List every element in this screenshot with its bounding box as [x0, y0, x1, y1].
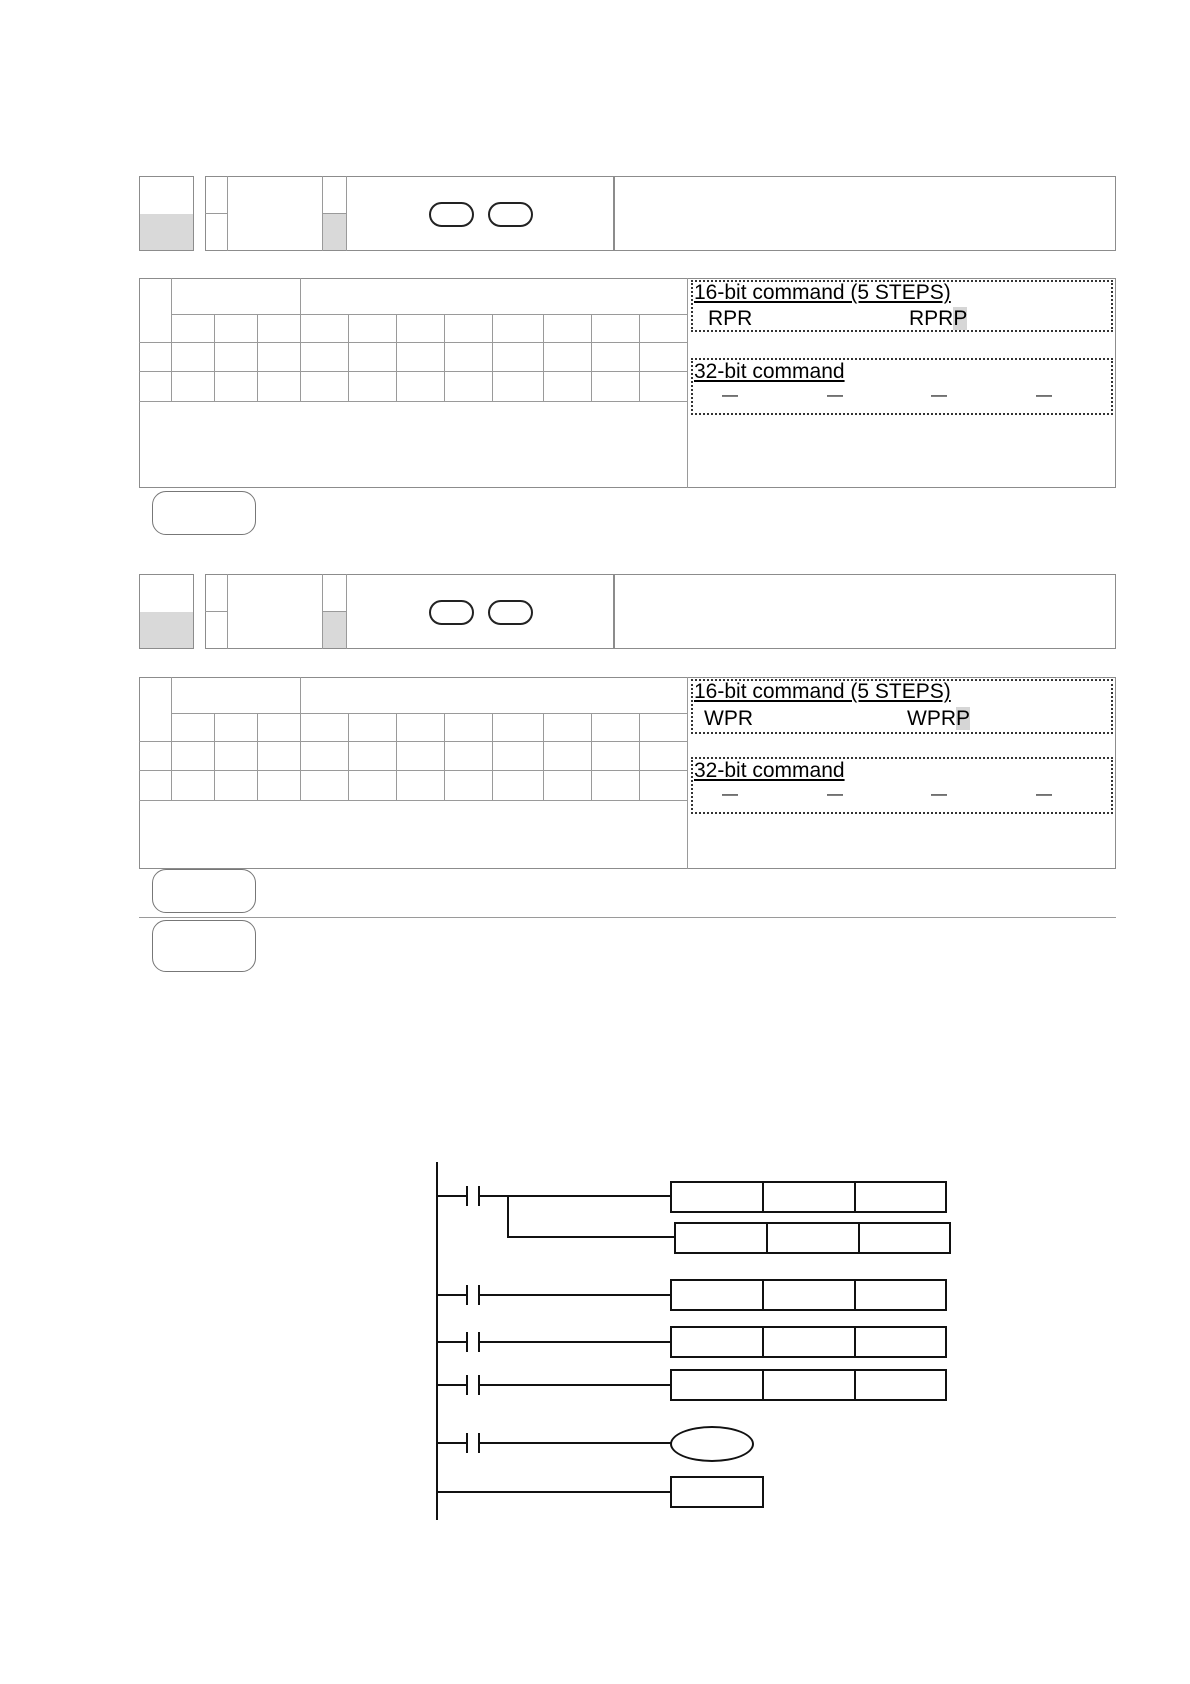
rung1-contact-left [466, 1186, 468, 1206]
block2-16bit-pulse-mnemonic: WPRP [907, 707, 971, 730]
rung2-instr-box-2 [762, 1279, 856, 1311]
block2-32bit-mark-3: — [931, 786, 947, 803]
rung1-instr-box-1 [670, 1181, 764, 1213]
rung4-contact-left [466, 1375, 468, 1395]
block1-16bit-mnemonic: RPR [708, 307, 753, 330]
rung1-instr-box-3 [854, 1181, 947, 1213]
block2-32bit-title: 32-bit command [694, 759, 845, 782]
block1-16bit-pulse-mnemonic: RPRP [909, 307, 968, 330]
block1-32bit-mark-4: — [1036, 387, 1052, 404]
rung6-end-box [670, 1476, 764, 1508]
block1-32bit-mark-2: — [827, 387, 843, 404]
rung2-instr-box-1 [670, 1279, 764, 1311]
block2-explanation-tag [152, 920, 256, 972]
rung3-instr-box-1 [670, 1326, 764, 1358]
block1-32bit-mark-1: — [722, 387, 738, 404]
block2-operand-oval-1 [429, 600, 474, 625]
block2-16bit-title: 16-bit command (5 STEPS) [694, 680, 951, 703]
rung4-instr-box-3 [854, 1369, 947, 1401]
block1-mnemonic-cell [205, 176, 614, 251]
rung2-instr-box-3 [854, 1279, 947, 1311]
rung3-instr-box-3 [854, 1326, 947, 1358]
rung2-contact-left [466, 1285, 468, 1305]
block2-operands-tag [152, 869, 256, 913]
block2-p-cell-shade [323, 612, 346, 648]
block2-description-cell [614, 574, 1116, 649]
block1-32bit-mark-3: — [931, 387, 947, 404]
rung1b-instr-box-1 [674, 1222, 768, 1254]
rung4-instr-box-2 [762, 1369, 856, 1401]
block1-api-cell-shade [140, 214, 193, 250]
block2-operand-oval-2 [488, 600, 533, 625]
block2-16bit-mnemonic: WPR [704, 707, 753, 730]
block1-operands-tag [152, 491, 256, 535]
block2-32bit-mark-4: — [1036, 786, 1052, 803]
rung3-contact-left [466, 1332, 468, 1352]
block1-description-cell [614, 176, 1116, 251]
block1-32bit-title: 32-bit command [694, 360, 845, 383]
block1-operand-oval-2 [488, 202, 533, 227]
rung4-instr-box-1 [670, 1369, 764, 1401]
block1-p-cell-shade [323, 214, 346, 250]
rung1b-instr-box-2 [766, 1222, 860, 1254]
block2-mnemonic-cell [205, 574, 614, 649]
rung1b-instr-box-3 [858, 1222, 951, 1254]
block2-32bit-mark-1: — [722, 786, 738, 803]
block1-16bit-title: 16-bit command (5 STEPS) [694, 281, 951, 304]
block1-operand-oval-1 [429, 202, 474, 227]
block2-32bit-mark-2: — [827, 786, 843, 803]
rung3-instr-box-2 [762, 1326, 856, 1358]
rung1-instr-box-2 [762, 1181, 856, 1213]
rung5-contact-left [466, 1433, 468, 1453]
block2-api-cell-shade [140, 612, 193, 648]
section-divider [139, 917, 1116, 918]
rung5-output-coil [670, 1426, 754, 1462]
